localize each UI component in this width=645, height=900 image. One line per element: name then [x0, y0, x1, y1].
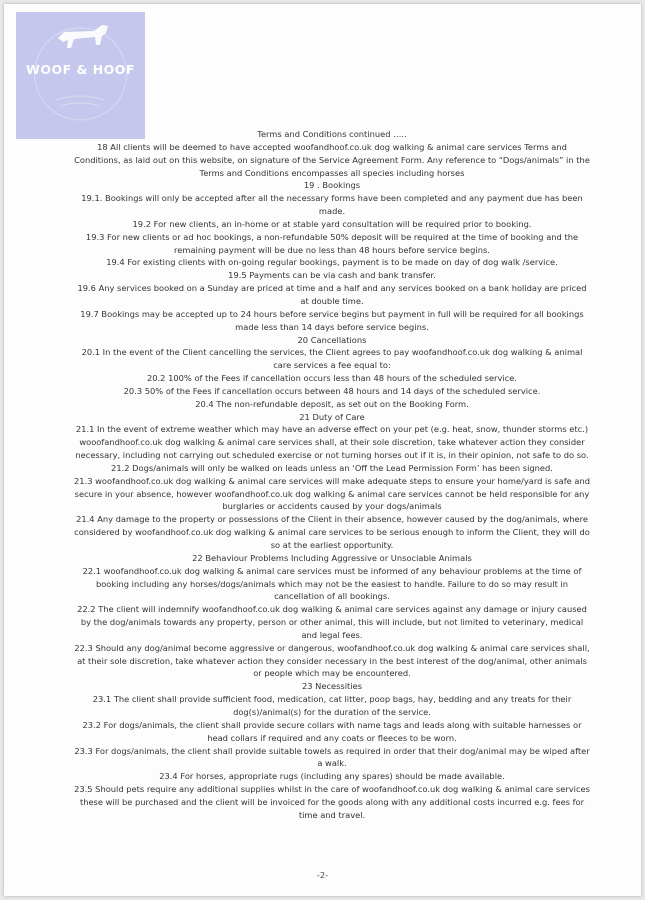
page-number: -2-: [316, 870, 329, 880]
terms-line: 19.6 Any services booked on a Sunday are priced at time and a half and any services booked on a bank holiday are priced at double time.: [77, 283, 587, 306]
terms-line: 21.2 Dogs/animals will only be walked on leads unless an ‘Off the Lead Permission Form’ has been signed.: [111, 462, 553, 473]
terms-line: 19.3 For new clients or ad hoc bookings, a non-refundable 50% deposit will be required at the time of booking and the remaining payment will be due no less than 48 hours before service begins.: [85, 231, 579, 255]
terms-line: 19.7 Bookings may be accepted up to 24 hours before service begins but payment in full will be required for all bookings made less than 14 days before service begins.: [80, 308, 584, 332]
terms-line: 20.2 100% of the Fees if cancellation occurs less than 48 hours of the scheduled service.: [146, 373, 517, 384]
terms-line: 19.4 For existing clients with on-going regular bookings, payment is to be made on day of dog walk /service.: [106, 257, 558, 268]
terms-line: 21 Duty of Care: [299, 411, 365, 422]
terms-line: 22.1 woofandhoof.co.uk dog walking & animal care services must be informed of any behaviour problems at the time of booking including any horses/dogs/animals which may not be the easiest to handle. Failure to do so may result in cancellation of all bookings.: [82, 565, 582, 602]
terms-line: Terms and Conditions continued …..: [257, 129, 407, 139]
terms-line: 20.1 In the event of the Client cancelling the services, the Client agrees to pay woofandhoof.co.uk dog walking & animal care services a fee equal to:: [81, 347, 583, 371]
terms-line: 20.3 50% of the Fees if cancellation occurs between 48 hours and 14 days of the scheduled service.: [123, 385, 541, 396]
woof-and-hoof-logo: [16, 12, 145, 139]
terms-line: 20.4 The non-refundable deposit, as set out on the Booking Form.: [195, 398, 469, 409]
terms-line: 23.1 The client shall provide sufficient food, medication, cat litter, poop bags, hay, bedding and any treats for their dog(s)/animal(s) for the duration of the service.: [92, 694, 572, 717]
terms-line: 21.4 Any damage to the property or possessions of the Client in their absence, however caused by the dog/animals, where considered by woofandhoof.co.uk dog walking & animal care services to be serious enough to inform the Client, they will do so at the earliest opportunity.: [74, 514, 590, 550]
document-page: [4, 4, 641, 896]
terms-line: 23.4 For horses, appropriate rugs (including any spares) should be made available.: [159, 771, 505, 782]
terms-line: 23.2 For dogs/animals, the client shall provide secure collars with name tags and leads along with suitable harnesses or head collars if required and any coats or fleeces to be worn.: [82, 719, 582, 743]
terms-line: 19.2 For new clients, an in-home or at stable yard consultation will be required prior to booking.: [132, 218, 532, 229]
terms-line: 20 Cancellations: [297, 334, 367, 345]
terms-line: 23.5 Should pets require any additional supplies whilst in the care of woofandhoof.co.uk dog walking & animal care services these will be purchased and the client will be invoiced for the goods along with any additional costs incurred e.g. fees for time and travel.: [74, 784, 590, 820]
terms-line: 22.2 The client will indemnify woofandhoof.co.uk dog walking & animal care services against any damage or injury caused by the dog/animals towards any property, person or other animal, this will include, but not limited to veterinary, medical and legal fees.: [77, 604, 587, 640]
terms-line: 21.3 woofandhoof.co.uk dog walking & animal care services will make adequate steps to ensure your home/yard is safe and secure in your absence, however woofandhoof.co.uk dog walking & animal care services cannot be held responsible for any burglaries or accidents caused by your dogs/animals: [74, 475, 590, 512]
terms-line: 23.3 For dogs/animals, the client shall provide suitable towels as required in order that their dog/animal may be wiped after a walk.: [74, 745, 590, 769]
terms-line: 21.1 In the event of extreme weather which may have an adverse effect on your pet (e.g. heat, snow, thunder storms etc.) wooofandhoof.co.uk dog walking & animal care services shall, at their sole discretion, take whatever action they consider necessary, including not carrying out scheduled exercise or not turning horses out if it is, in their opinion, not safe to do so.: [75, 424, 589, 461]
logo-brand-text: WOOF & HOOF: [26, 62, 135, 77]
terms-line: 19.1. Bookings will only be accepted after all the necessary forms have been completed and any payment due has been made.: [81, 193, 583, 217]
terms-line: 23 Necessities: [301, 681, 363, 692]
terms-line: 22 Behaviour Problems Including Aggressive or Unsociable Animals: [192, 552, 472, 563]
terms-line: 19 . Bookings: [303, 180, 361, 191]
terms-line: 22.3 Should any dog/animal become aggressive or dangerous, woofandhoof.co.uk dog walking & animal care services shall, at their sole discretion, take whatever action they consider necessary in the best interest of the dog/animal, other animals or people which may be encountered.: [74, 642, 590, 679]
terms-content: [74, 128, 590, 822]
terms-line: 19.5 Payments can be via cash and bank transfer.: [228, 270, 436, 281]
terms-line: 18 All clients will be deemed to have accepted woofandhoof.co.uk dog walking & animal care services Terms and Conditions, as laid out on this website, on signature of the Service Agreement Form. Any reference to “Dogs/animals” in the Terms and Conditions encompasses all species including horses: [74, 141, 590, 178]
